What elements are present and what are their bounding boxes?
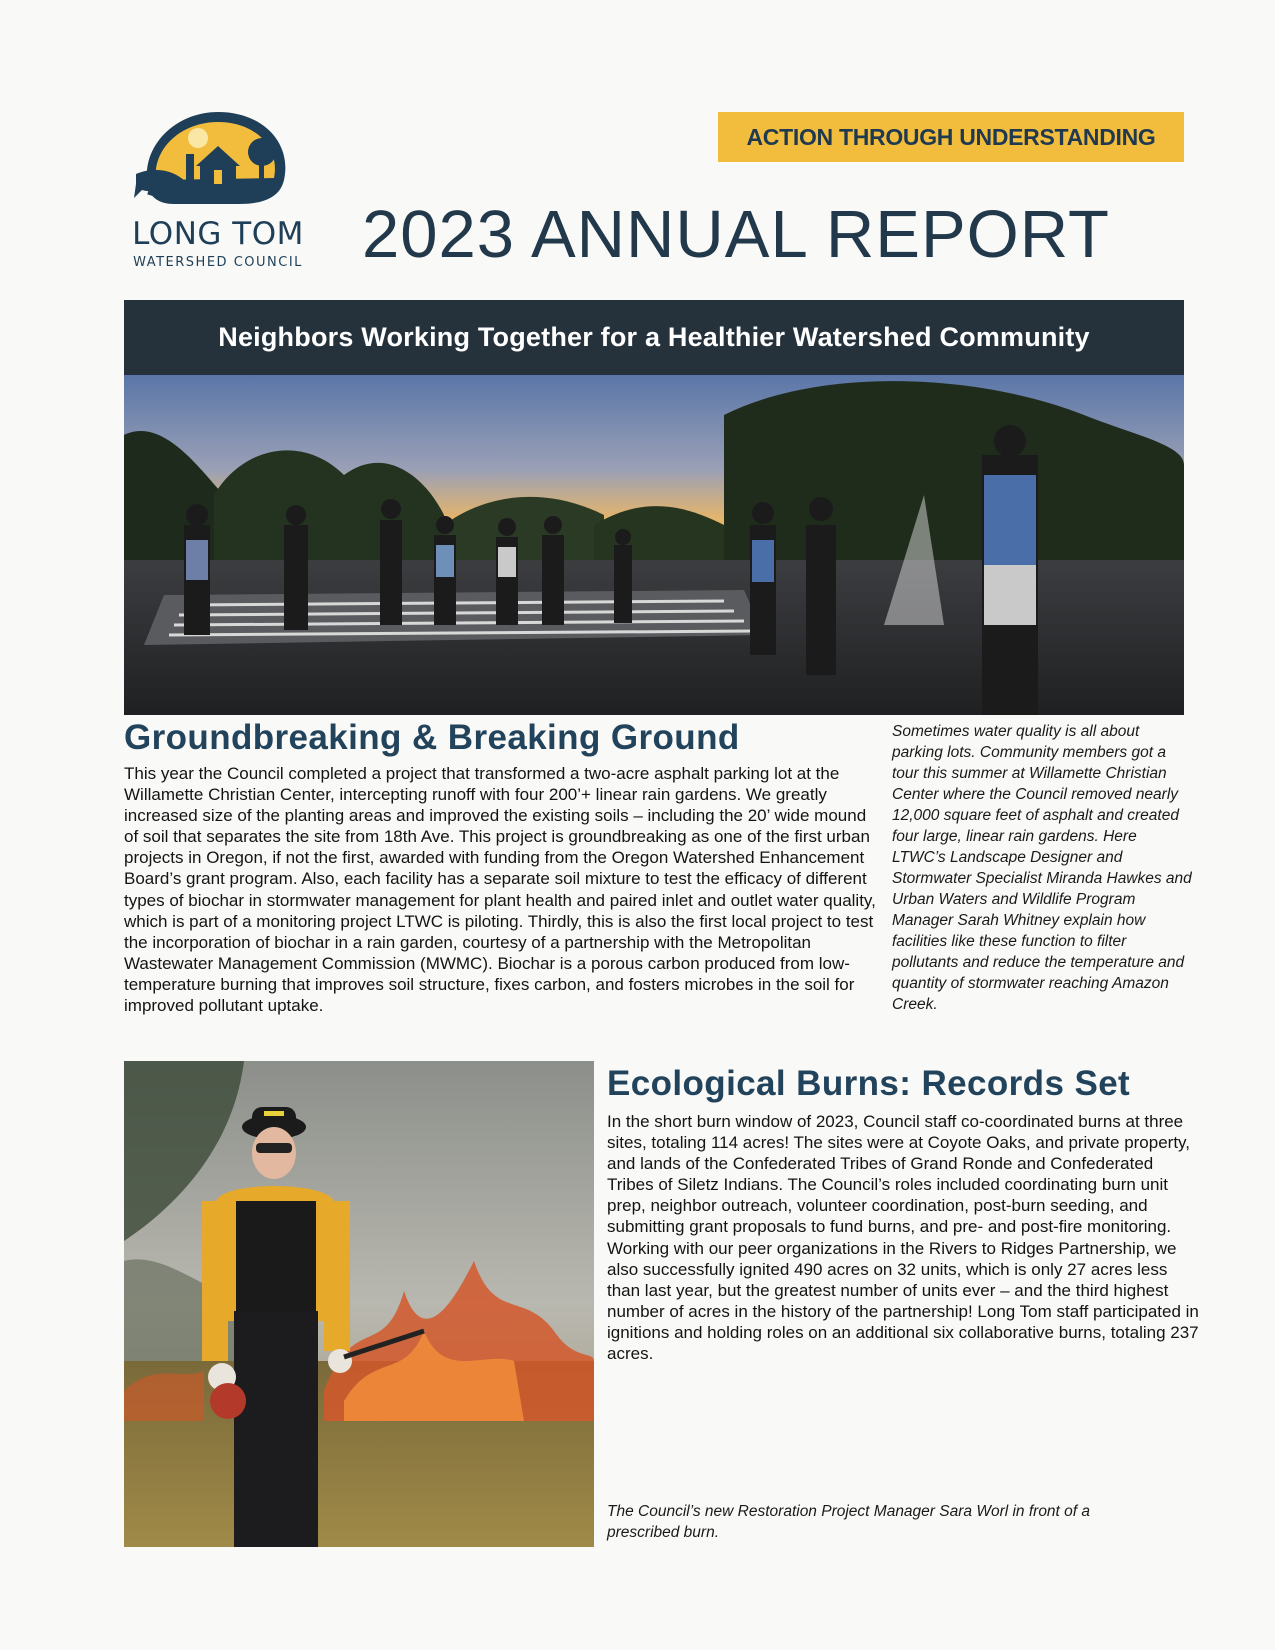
logo-name: LONG TOM bbox=[132, 216, 304, 252]
farm-fish-logo-icon bbox=[134, 108, 294, 213]
section-heading-groundbreaking: Groundbreaking & Breaking Ground bbox=[124, 718, 740, 757]
section-body-groundbreaking: This year the Council completed a project that transformed a two-acre asphalt parking lot at the Willamette Christian Center, intercepting runoff with four 200’+ linear rain gardens. We greatly increased size of the planting areas and improved the existing soils – including the 20’ wide mound of soil that separates the site from 18th Ave. This project is groundbreaking as one of the first urban projects in Oregon, if not the first, awarded with funding from the Oregon Watershed Enhancement Board’s grant program. Also, each facility has a separate soil mixture to test the efficacy of different types of biochar in stormwater management for plant health and paired inlet and outlet water quality, which is part of a monitoring project LTWC is piloting. Thirdly, this is also the first local project to test the incorporation of biochar in a rain garden, courtesy of a partnership with the Metropolitan Wastewater Management Commission (MWMC). Biochar is a porous carbon produced from low-temperature burning that improves soil structure, fixes carbon, and fosters microbes in the soil for improved pollutant uptake. bbox=[124, 764, 876, 1016]
section-heading-ecological-burns: Ecological Burns: Records Set bbox=[607, 1064, 1131, 1103]
logo-subtitle: WATERSHED COUNCIL bbox=[133, 255, 303, 270]
theme-banner: Neighbors Working Together for a Healthier Watershed Community bbox=[124, 300, 1184, 375]
parking-lot-tour-photo bbox=[124, 375, 1184, 715]
photo-caption-burn: The Council’s new Restoration Project Manager Sara Worl in front of a prescribed burn. bbox=[607, 1503, 1091, 1541]
prescribed-burn-photo bbox=[124, 1061, 594, 1547]
long-tom-logo bbox=[128, 108, 308, 278]
section-body-ecological-burns: In the short burn window of 2023, Council staff co-coordinated burns at three sites, totaling 114 acres! The sites were at Coyote Oaks, and private property, and lands of the Confederated Tribes of Grand Ronde and Confederated Tribes of Siletz Indians. The Council’s roles included coordinating burn unit prep, neighbor outreach, volunteer coordination, post-burn seeding, and submitting grant proposals to fund burns, and pre- and post-fire monitoring. Working with our peer organizations in the Rivers to Ridges Partnership, we also successfully ignited 490 acres on 32 units, which is only 27 acres less than last year, but the greatest number of units ever – and the third highest number of acres in the history of the partnership! Long Tom staff participated in ignitions and holding roles on an additional six collaborative burns, totaling 237 acres. bbox=[607, 1112, 1199, 1364]
tagline-badge: ACTION THROUGH UNDERSTANDING bbox=[718, 112, 1184, 162]
photo-caption-parking-lot: Sometimes water quality is all about parking lots. Community members got a tour this summer at Willamette Christian Center where the Council removed nearly 12,000 square feet of asphalt and created four large, linear rain gardens. Here LTWC’s Landscape Designer and Stormwater Specialist Miranda Hawkes and Urban Waters and Wildlife Program Manager Sarah Whitney explain how facilities like these function to filter pollutants and reduce the temperature and quantity of stormwater reaching Amazon Creek. bbox=[892, 723, 1192, 1013]
page-title: 2023 ANNUAL REPORT bbox=[362, 197, 1110, 272]
